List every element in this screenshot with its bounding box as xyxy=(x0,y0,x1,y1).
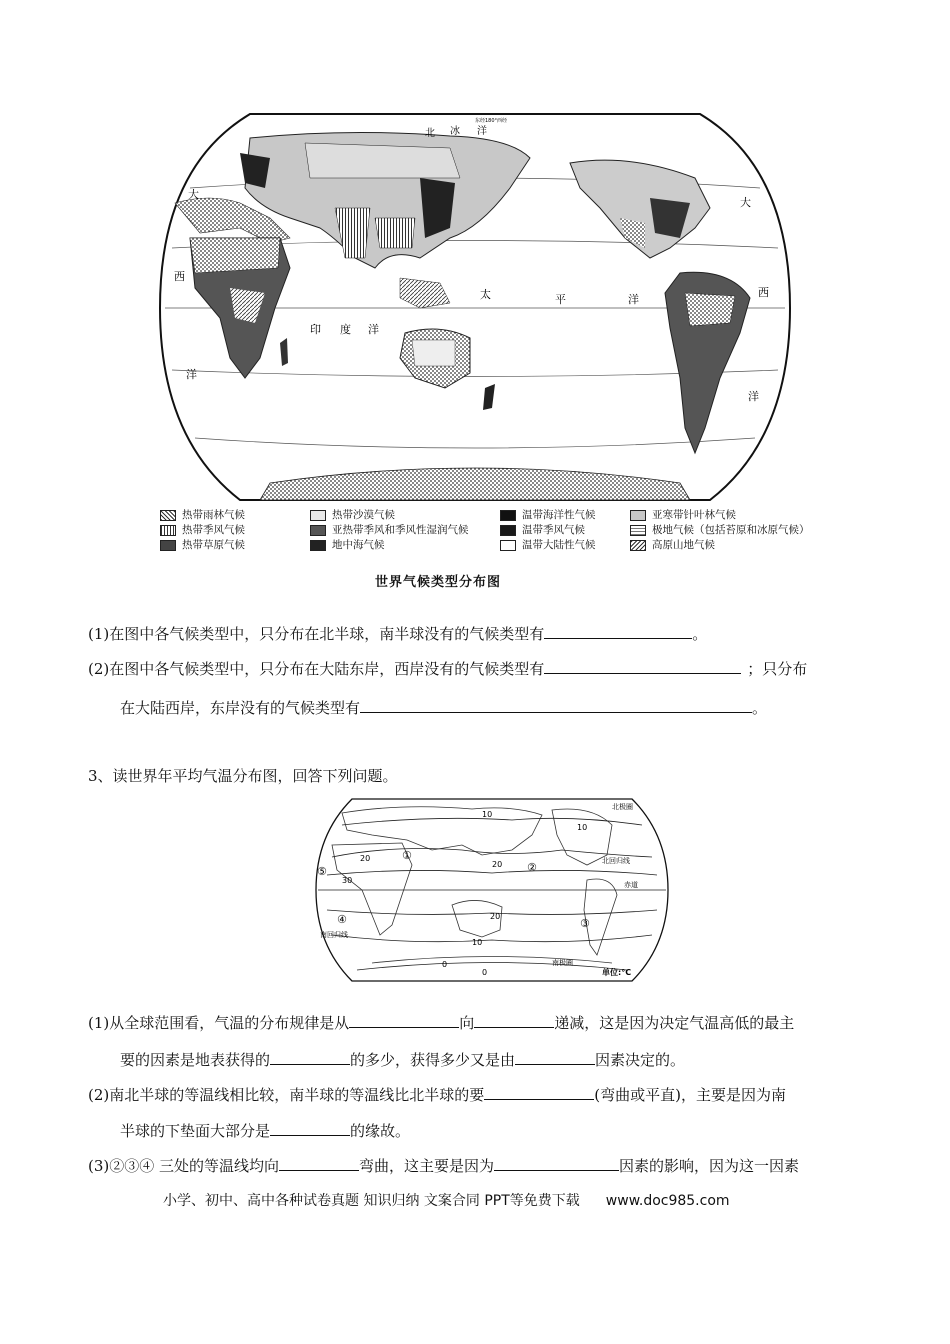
q3-p2-b: (弯曲或平直)，主要是因为南 xyxy=(594,1086,786,1104)
legend-item xyxy=(160,538,310,553)
legend-item xyxy=(500,538,630,553)
answer-blank[interactable] xyxy=(544,657,741,674)
isotherm-label: 0 xyxy=(482,968,488,977)
ocean-label-atl4: 大 xyxy=(740,196,751,209)
q3-p2-c: 半球的下垫面大部分是 xyxy=(120,1122,271,1140)
isotherm-label: 20 xyxy=(490,912,501,921)
climate-legend xyxy=(160,508,810,553)
answer-blank[interactable] xyxy=(484,1083,594,1100)
q3-p3-b: 弯曲，这主要是因为 xyxy=(359,1157,495,1175)
ocean-label-ind1: 印 xyxy=(310,323,321,336)
legend-swatch-darkgray-icon xyxy=(160,540,176,551)
climate-map-image xyxy=(150,108,800,508)
legend-item xyxy=(500,508,630,523)
q2-p2-line2-text: 在大陆西岸，东岸没有的气候类型有 xyxy=(120,699,361,717)
ocean-label-ocean1: 洋 xyxy=(477,126,487,137)
q3-part1-line2 xyxy=(120,1048,685,1071)
legend-swatch-dark-icon xyxy=(310,525,326,536)
legend-swatch-dots-icon xyxy=(160,510,176,521)
legend-label: 温带大陆性气候 xyxy=(522,539,596,551)
isotherm-label: 20 xyxy=(360,854,371,863)
q3-part1 xyxy=(88,1011,794,1034)
legend-label: 热带季风气候 xyxy=(182,524,245,536)
temperature-map-image xyxy=(312,795,672,985)
ocean-label-pac1: 太 xyxy=(480,288,491,301)
legend-label: 温带海洋性气候 xyxy=(522,509,596,521)
legend-item xyxy=(630,523,810,538)
tropic-south-label: 南回归线 xyxy=(320,931,348,939)
q3-p3-c: 因素的影响，因为这一因素 xyxy=(619,1157,800,1175)
answer-blank[interactable] xyxy=(494,1154,619,1171)
legend-label: 热带草原气候 xyxy=(182,539,245,551)
legend-label: 亚寒带针叶林气候 xyxy=(652,509,736,521)
legend-item xyxy=(310,508,500,523)
marker-1: ① xyxy=(402,849,412,862)
map1-top-note: 东经180°西经 xyxy=(475,118,508,124)
q3-p3-a: (3)②③④ 三处的等温线均向 xyxy=(88,1157,280,1175)
isotherm-label: 10 xyxy=(472,938,483,947)
legend-item xyxy=(310,523,500,538)
q2-p1-end: 。 xyxy=(692,625,708,643)
legend-swatch-black2-icon xyxy=(500,525,516,536)
legend-item xyxy=(160,523,310,538)
legend-label: 温带季风气候 xyxy=(522,524,585,536)
marker-5: ⑤ xyxy=(317,865,327,878)
q3-p1-f: 因素决定的。 xyxy=(595,1051,686,1069)
isotherm-label: 10 xyxy=(482,810,493,819)
tropic-north-label: 北回归线 xyxy=(602,857,630,865)
legend-label: 亚热带季风和季风性湿润气候 xyxy=(332,524,469,536)
legend-item xyxy=(500,523,630,538)
answer-blank[interactable] xyxy=(270,1119,350,1136)
marker-4: ④ xyxy=(337,913,347,926)
q2-p2-mid: ；只分布 xyxy=(747,660,808,678)
isotherm-label: 30 xyxy=(342,876,353,885)
q3-p1-a: (1)从全球范围看，气温的分布规律是从 xyxy=(88,1014,350,1032)
climate-map-figure xyxy=(150,108,810,590)
answer-blank[interactable] xyxy=(349,1011,459,1028)
legend-label: 高原山地气候 xyxy=(652,539,715,551)
q3-part3 xyxy=(88,1154,799,1177)
q3-p2-a: (2)南北半球的等温线相比较，南半球的等温线比北半球的要 xyxy=(88,1086,485,1104)
ocean-label-atl1: 大 xyxy=(188,188,199,201)
ocean-label-pac3: 洋 xyxy=(628,293,639,306)
q3-p1-b: 向 xyxy=(459,1014,475,1032)
map1-caption: 世界气候类型分布图 xyxy=(375,575,502,590)
legend-swatch-lightgray-icon xyxy=(630,510,646,521)
q2-p1-text: (1)在图中各气候类型中，只分布在北半球，南半球没有的气候类型有 xyxy=(88,625,545,643)
ocean-label-atl6: 洋 xyxy=(748,390,759,403)
ocean-label-atl5: 西 xyxy=(758,286,769,299)
answer-blank[interactable] xyxy=(515,1048,595,1065)
q3-p2-d: 的缘故。 xyxy=(350,1122,411,1140)
equator-label: 赤道 xyxy=(624,881,638,889)
page-footer xyxy=(163,1190,730,1210)
legend-swatch-light-icon xyxy=(310,510,326,521)
ocean-label-ind2: 度 xyxy=(340,323,351,336)
isotherm-label: 10 xyxy=(577,823,588,832)
legend-label: 热带雨林气候 xyxy=(182,509,245,521)
q2-part2-line2 xyxy=(120,696,767,719)
q3-p1-d: 要的因素是地表获得的 xyxy=(120,1051,271,1069)
isotherm-label: 0 xyxy=(442,960,448,969)
legend-swatch-dots2-icon xyxy=(630,525,646,536)
legend-label: 地中海气候 xyxy=(332,539,385,551)
ocean-label-pac2: 平 xyxy=(555,293,566,306)
q3-p1-c: 递减，这是因为决定气温高低的最主 xyxy=(554,1014,795,1032)
ocean-label-north: 北 xyxy=(425,128,435,139)
ocean-label-atl3: 洋 xyxy=(186,368,197,381)
south-polar-circle-label: 南极圈 xyxy=(552,959,573,967)
legend-swatch-med-icon xyxy=(310,540,326,551)
q3-part2-line2 xyxy=(120,1119,410,1142)
answer-blank[interactable] xyxy=(279,1154,359,1171)
legend-swatch-hatch-icon xyxy=(630,540,646,551)
marker-3: ③ xyxy=(580,917,590,930)
q3-p1-e: 的多少，获得多少又是由 xyxy=(350,1051,516,1069)
legend-swatch-black-icon xyxy=(500,510,516,521)
q3-title: 3、读世界年平均气温分布图，回答下列问题。 xyxy=(88,767,398,785)
legend-item xyxy=(630,508,800,523)
legend-swatch-vstripes-icon xyxy=(160,525,176,536)
north-polar-circle-label: 北极圈 xyxy=(612,803,633,811)
legend-item xyxy=(310,538,500,553)
temperature-map-figure xyxy=(312,795,672,985)
isotherm-label: 20 xyxy=(492,860,503,869)
answer-blank[interactable] xyxy=(474,1011,554,1028)
q3-part2 xyxy=(88,1083,786,1106)
legend-label: 极地气候（包括苔原和冰原气候） xyxy=(652,524,810,536)
q2-p2-end: 。 xyxy=(752,699,768,717)
footer-site-link[interactable]: www.doc985.com xyxy=(605,1193,730,1209)
marker-2: ② xyxy=(527,861,537,874)
answer-blank[interactable] xyxy=(544,622,692,639)
legend-label: 热带沙漠气候 xyxy=(332,509,395,521)
ocean-label-ice: 冰 xyxy=(450,126,460,137)
q2-p2-text: (2)在图中各气候类型中，只分布在大陆东岸，西岸没有的气候类型有 xyxy=(88,660,545,678)
q2-part1 xyxy=(88,622,707,645)
ocean-label-ind3: 洋 xyxy=(368,323,379,336)
ocean-label-atl2: 西 xyxy=(174,270,185,283)
footer-text: 小学、初中、高中各种试卷真题 知识归纳 文案合同 PPT等免费下载 xyxy=(163,1193,580,1209)
legend-item xyxy=(630,538,800,553)
answer-blank[interactable] xyxy=(360,696,752,713)
answer-blank[interactable] xyxy=(270,1048,350,1065)
legend-swatch-white-icon xyxy=(500,540,516,551)
legend-item xyxy=(160,508,310,523)
unit-label: 单位:°C xyxy=(602,968,632,977)
q2-part2 xyxy=(88,657,807,680)
